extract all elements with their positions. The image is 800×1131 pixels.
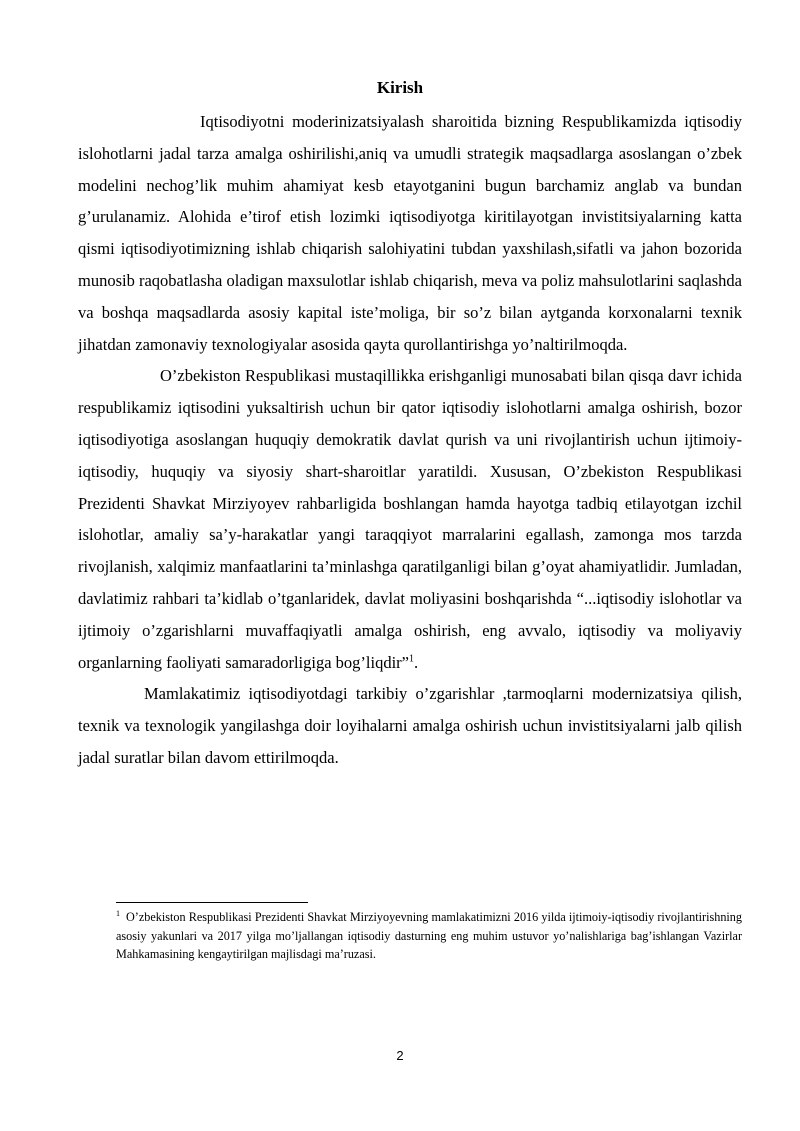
paragraph-2-end: . — [413, 652, 419, 672]
footnote-reference[interactable]: 1 — [408, 653, 414, 665]
page-title: Kirish — [376, 78, 424, 97]
paragraph-2 — [78, 360, 742, 678]
page-number: 2 — [396, 1048, 404, 1063]
paragraph-2-text: O’zbekiston Respublikasi mustaqillikka erishganligi munosabati bilan qisqa davr ichida respublikamiz iqtisodini yuksaltirish uchun bir qator iqtisodiy islohotlarni amalga oshirish, bozor iqtisodiyotiga asoslangan huquqiy demokratik davlat qurish va uni rivojlantirish uchun ijtimoiy-iqtisodiy, huquqiy va siyosiy shart-sharoitlar yaratildi. Xususan, O’zbekiston Respublikasi Prezidenti Shavkat Mirziyoyev rahbarligida boshlangan hamda hayotga tadbiq etilayotgan izchil islohotlar, amaliy sa’y-harakatlar yangi taraqqiyot marralarini egallash, zamonga mos tarzda rivojlanish, xalqimiz manfaatlarini ta’minlashga qaratilganligi bilan g’oyat ahamiyatlidir. Jumladan, davlatimiz rahbari ta’kidlab o’tganlaridek, davlat moliyasini boshqarishda “...iqtisodiy islohotlar va ijtimoiy o’zgarishlarni muvaffaqiyatli amalga oshirish, eng avvalo, iqtisodiy va moliyaviy organlarning faoliyati samaradorligiga bog’liqdir” — [78, 366, 742, 672]
paragraph-3: Mamlakatimiz iqtisodiyotdagi tarkibiy o’zgarishlar ,tarmoqlarni modernizatsiya qilish, texnik va texnologik yangilashga doir loyihalarni amalga oshirish uchun invistitsiyalarni jalb qilish jadal suratlar bilan davom ettirilmoqda. — [78, 684, 742, 767]
footnote-text: O’zbekiston Respublikasi Prezidenti Shavkat Mirziyoyevning mamlakatimizni 2016 yilda ijtimoiy-iqtisodiy rivojlantirishning asosiy yakunlari va 2017 yilga mo’ljallangan iqtisodiy dasturning eng muhim ustuvor yo’nalishlariga bag’ishlangan Vazirlar Mahkamasining kengaytirilgan majlisdagi ma’ruzasi. — [116, 910, 742, 961]
body-text — [78, 106, 742, 774]
footnote-marker: 1 — [116, 908, 120, 918]
footnote-divider — [116, 902, 308, 903]
paragraph-1: Iqtisodiyotni moderinizatsiyalash sharoitida bizning Respublikamizda iqtisodiy islohotlarni jadal tarza amalga oshirilishi,aniq va umudli strategik maqsadlarga asoslangan o’zbek modelini nechog’lik muhim ahamiyat kesb etayotganini bugun barchamiz anglab va bundan g’urulanamiz. Alohida e’tirof etish lozimki iqtisodiyotga kiritilayotgan invistitsiyalarning katta qismi iqtisodiyotimizning ishlab chiqarish salohiyatini tubdan yaxshilash,sifatli va jahon bozorida munosib raqobatlasha oladigan maxsulotlar ishlab chiqarish, meva va poliz mahsulotlarini saqlashda va boshqa maqsadlarda asosiy kapital iste’moliga, bir so’z bilan aytganda korxonalarni texnik jihatdan zamonaviy texnologiyalar asosida qayta qurollantirishga yo’naltirilmoqda. — [78, 112, 742, 354]
footnote — [116, 908, 742, 964]
